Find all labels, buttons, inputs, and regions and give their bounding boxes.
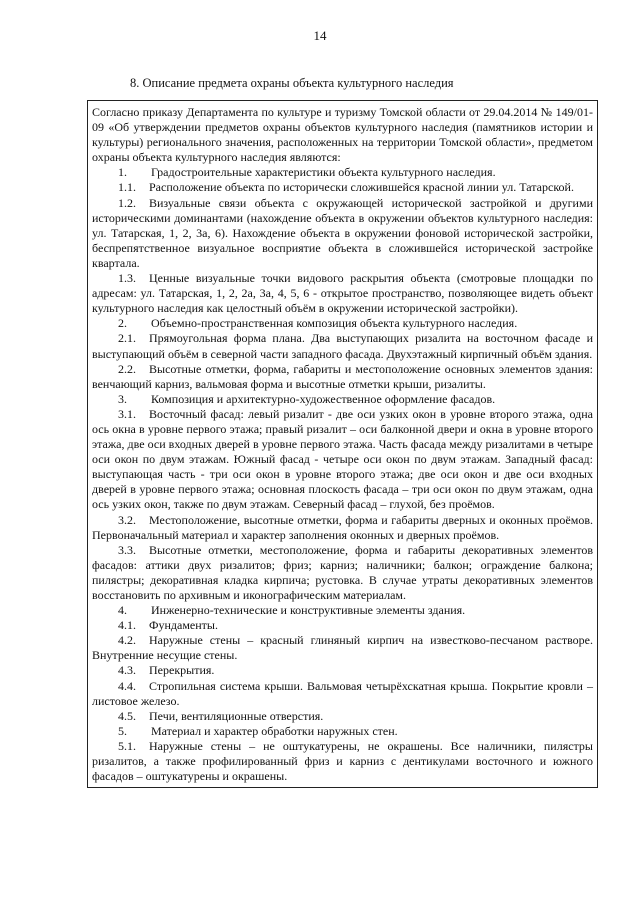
item-number: 3.2. — [118, 512, 136, 527]
item-text: Местоположение, высотные отметки, форма и габариты дверных и оконных проёмов. Первоначальный материал и характер заполнения оконных и дверных проёмов. — [92, 512, 593, 542]
item-text: Материал и характер обработки наружных стен. — [151, 723, 398, 738]
item-number: 5.1. — [118, 738, 136, 753]
item-2 — [92, 316, 593, 331]
item-3 — [92, 392, 593, 407]
item-number: 3.3. — [118, 542, 136, 557]
item-number: 1.1. — [118, 180, 136, 195]
item-number: 2.1. — [118, 331, 136, 346]
item-number: 2. — [118, 316, 127, 331]
item-text: Расположение объекта по исторически сложившейся красной линии ул. Татарской. — [149, 180, 574, 195]
section-heading: 8. Описание предмета охраны объекта культурного наследия — [130, 76, 454, 90]
item-3-1 — [92, 407, 593, 513]
item-3-3 — [92, 543, 593, 603]
item-text: Инженерно-технические и конструктивные элементы здания. — [151, 603, 466, 618]
item-text: Высотные отметки, форма, габариты и местоположение основных элементов здания: венчающий карниз, вальмовая форма и высотные отметки крыши, ризалиты. — [92, 361, 593, 391]
item-number: 1.3. — [118, 271, 136, 286]
page-number: 14 — [313, 28, 327, 43]
item-text: Объемно-пространственная композиция объекта культурного наследия. — [151, 316, 518, 331]
intro-paragraph: Согласно приказу Департамента по культуре и туризму Томской области от 29.04.2014 № 149/01-09 «Об утверждении предметов охраны объектов культурного наследия (памятников истории и культуры) регионального значения, расположенных на территории Томской области», предметом охраны объекта культурного наследия являются: — [92, 105, 593, 165]
item-4-1 — [92, 618, 593, 633]
item-2-2 — [92, 362, 593, 392]
item-1-3 — [92, 271, 593, 316]
item-1 — [92, 165, 593, 180]
item-number: 4.5. — [118, 708, 136, 723]
item-text: Прямоугольная форма плана. Два выступающих ризалита на восточном фасаде и выступающий объём в северной части западного фасада. Двухэтажный кирпичный объём здания. — [92, 331, 593, 361]
item-number: 4.1. — [118, 618, 136, 633]
item-number: 2.2. — [118, 361, 136, 376]
item-number: 3. — [118, 391, 127, 406]
item-number: 1.2. — [118, 195, 136, 210]
item-number: 1. — [118, 165, 127, 180]
item-text: Визуальные связи объекта с окружающей исторической застройкой и другими историческими доминантами (нахождение объекта в окружении объектов культурного наследия: ул. Татарская, 1, 2, 3а, 6). Нахождение объекта в окружении фоновой исторической застройки, беспрепятственное визуальное восприятие объекта в сложившейся исторической застройке квартала. — [92, 195, 593, 270]
item-5 — [92, 724, 593, 739]
protection-subject-table — [87, 100, 598, 788]
item-4-3 — [92, 663, 593, 678]
item-4-2 — [92, 633, 593, 663]
item-text: Наружные стены – не оштукатурены, не окрашены. Все наличники, пилястры ризалитов, а также профилированный фриз и карниз с дентикулами восточного и южного фасадов – оштукатурены и окрашены. — [92, 738, 593, 784]
item-text: Восточный фасад: левый ризалит - две оси узких окон в уровне второго этажа, одна ось окна в уровне первого этажа; правый ризалит – оси балконной двери и окна в уровне второго этажа, две оси входных дверей в уровне первого этажа. Часть фасада между ризалитами в четыре оси окон по двум этажам. Южный фасад - четыре оси окон по двум этажам. Западный фасад: выступающая часть - три оси окон в уровне второго этажа; две оси окон и две оси входных дверей в уровне первого этажа; основная плоскость фасада – три оси окон по двум этажам, одна ось узких окон, также по двум этажам. Северный фасад – глухой, без проёмов. — [92, 406, 593, 512]
item-4-5 — [92, 709, 593, 724]
item-3-2 — [92, 513, 593, 543]
item-5-1 — [92, 739, 593, 784]
item-2-1 — [92, 331, 593, 361]
item-1-1 — [92, 180, 593, 195]
item-text: Наружные стены – красный глиняный кирпич на известково-песчаном растворе. Внутренние несущие стены. — [92, 633, 593, 663]
item-number: 4.3. — [118, 663, 136, 678]
item-text: Ценные визуальные точки видового раскрытия объекта (смотровые площадки по адресам: ул. Татарская, 1, 2, 2а, 3а, 4, 5, 6 - открытое пространство, позволяющее видеть объект культурного наследия как целостный объём в окружении исторической застройки). — [92, 271, 593, 316]
item-number: 4.2. — [118, 633, 136, 648]
item-number: 4. — [118, 603, 127, 618]
item-number: 3.1. — [118, 406, 136, 421]
item-text: Перекрытия. — [149, 663, 215, 678]
item-text: Стропильная система крыши. Вальмовая четырёхскатная крыша. Покрытие кровли – листовое железо. — [92, 678, 593, 708]
item-text: Высотные отметки, местоположение, форма и габариты декоративных элементов фасадов: аттики двух ризалитов; фриз; карниз; наличники; балкон; ограждение балкона; пилястры; декоративная кладка кирпича; рустовка. В случае утраты декоративных элементов восстановить по архивным и иконографическим материалам. — [92, 542, 593, 602]
item-text: Композиция и архитектурно-художественное оформление фасадов. — [151, 391, 496, 406]
items-list — [92, 165, 593, 784]
item-text: Печи, вентиляционные отверстия. — [149, 708, 324, 723]
item-text: Фундаменты. — [149, 618, 218, 633]
item-text: Градостроительные характеристики объекта культурного наследия. — [151, 165, 496, 180]
item-1-2 — [92, 196, 593, 271]
item-4 — [92, 603, 593, 618]
item-number: 4.4. — [118, 678, 136, 693]
item-4-4 — [92, 679, 593, 709]
item-number: 5. — [118, 723, 127, 738]
